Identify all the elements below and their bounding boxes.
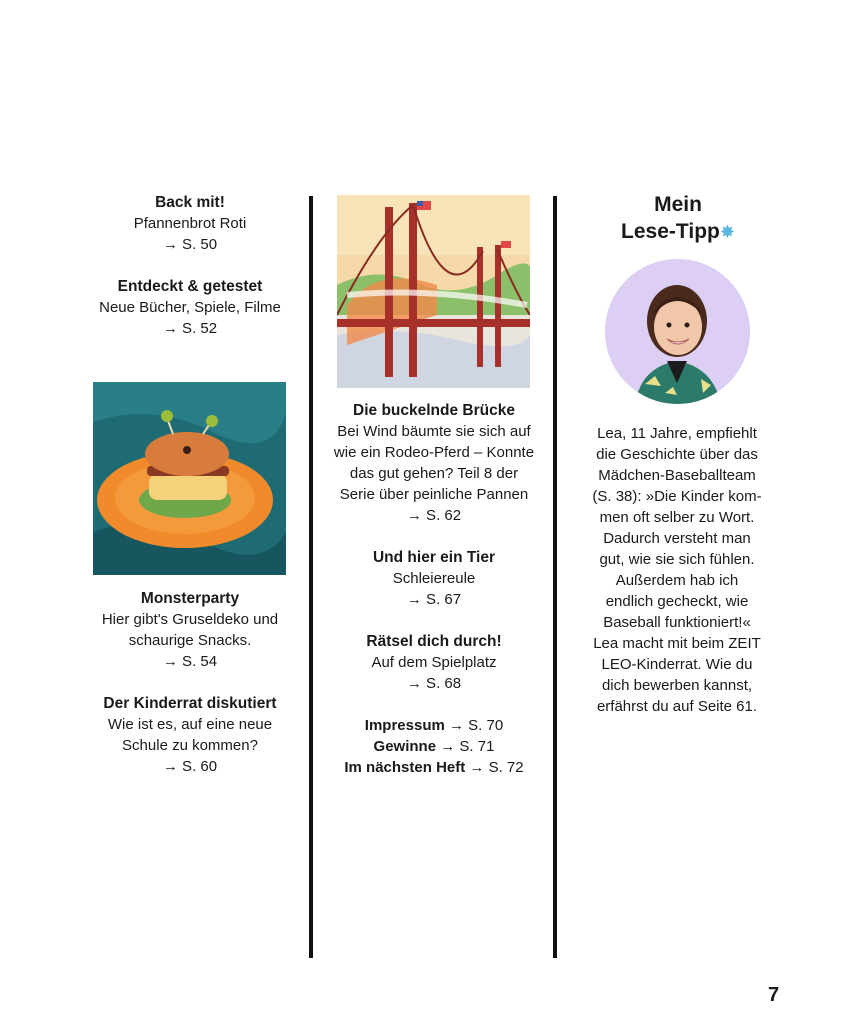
entry-description: Neue Bücher, Spiele, Filme	[99, 299, 281, 316]
entry-naechstes-heft[interactable]	[322, 757, 546, 778]
column-divider	[553, 196, 557, 958]
page-reference: → S. 54	[162, 653, 218, 670]
page-reference: → S. 72	[469, 759, 524, 776]
lese-tipp-heading	[590, 191, 766, 246]
page-reference: → S. 50	[162, 236, 218, 253]
entry-kinderrat[interactable]	[88, 693, 292, 777]
entry-title: Die buckelnde Brücke	[353, 402, 515, 419]
lese-tipp-line: endlich gecheckt, wie	[605, 593, 749, 610]
lese-tipp-line: gut, wie sie sich fühlen.	[599, 551, 755, 568]
avatar	[605, 259, 750, 404]
lese-tipp-title-line2: Lese-Tipp	[621, 220, 720, 243]
entry-title: Monsterparty	[140, 590, 240, 607]
entry-title: Der Kinderrat diskutiert	[103, 695, 277, 712]
entry-title: Rätsel dich durch!	[366, 633, 502, 650]
entry-description-line: Serie über peinliche Pannen	[339, 486, 529, 503]
entry-description-line: wie ein Rodeo-Pferd – Konnte	[333, 444, 535, 461]
entry-raetsel[interactable]	[322, 631, 546, 694]
page-reference: → S. 52	[162, 320, 218, 337]
bridge-illustration	[337, 195, 530, 388]
entry-gewinne[interactable]	[322, 736, 546, 757]
entry-impressum[interactable]	[322, 715, 546, 736]
page-reference: → S. 62	[406, 507, 462, 524]
page-number: 7	[768, 984, 780, 1006]
entry-description-line: Wie ist es, auf eine neue	[107, 716, 273, 733]
entry-description-line: Schule zu kommen?	[122, 737, 258, 754]
entry-tier[interactable]	[322, 547, 546, 610]
entry-description: Schleiereule	[392, 570, 476, 587]
page-reference: → S. 70	[449, 717, 504, 734]
monster-burger-image	[93, 382, 286, 575]
page-reference: → S. 60	[162, 758, 218, 775]
entry-title: Im nächsten Heft	[344, 759, 466, 776]
lese-tipp-line: (S. 38): »Die Kinder kom-	[592, 488, 762, 505]
lese-tipp-line: men oft selber zu Wort.	[599, 509, 755, 526]
page-reference: → S. 71	[440, 738, 495, 755]
entry-title: Gewinne	[373, 738, 437, 755]
lese-tipp-line: dich bewerben kannst,	[601, 677, 753, 694]
entry-description-line: das gut gehen? Teil 8 der	[349, 465, 519, 482]
lese-tipp-line: Außerdem hab ich	[615, 572, 739, 589]
lese-tipp-line: die Geschichte über das	[596, 446, 758, 463]
star-icon: ✸	[719, 222, 735, 242]
entry-title: Entdeckt & getestet	[117, 278, 263, 295]
entry-description: Auf dem Spielplatz	[371, 654, 497, 671]
lese-tipp-line: LEO-Kinderrat. Wie du	[601, 656, 753, 673]
page-reference: → S. 68	[406, 675, 462, 692]
column-left-bottom	[88, 588, 292, 798]
column-divider	[309, 196, 313, 958]
page-reference: → S. 67	[406, 591, 462, 608]
entry-title: Und hier ein Tier	[372, 549, 496, 566]
entry-title: Back mit!	[155, 194, 225, 211]
entry-description: Pfannenbrot Roti	[133, 215, 247, 232]
lese-tipp-text	[578, 423, 776, 717]
lese-tipp-line: Lea, 11 Jahre, empfiehlt	[597, 425, 757, 442]
lese-tipp-line: Mädchen-Baseballteam	[598, 467, 756, 484]
lese-tipp-line: Dadurch versteht man	[603, 530, 751, 547]
column-left-top	[88, 192, 292, 360]
entry-description-line: Bei Wind bäumte sie sich auf	[337, 423, 531, 440]
lese-tipp-line: Baseball funktioniert!«	[603, 614, 751, 631]
lese-tipp-line: erfährst du auf Seite 61.	[596, 698, 758, 715]
entry-entdeckt[interactable]	[88, 276, 292, 339]
entry-bruecke[interactable]	[322, 400, 546, 526]
entry-description-line: Hier gibt's Gruseldeko und	[101, 611, 279, 628]
lese-tipp-title-line1: Mein	[654, 193, 702, 216]
entry-back-mit[interactable]	[88, 192, 292, 255]
lese-tipp-line: Lea macht mit beim ZEIT	[593, 635, 761, 652]
entry-description-line: schaurige Snacks.	[128, 632, 252, 649]
column-middle	[322, 400, 546, 778]
entry-monsterparty[interactable]	[88, 588, 292, 672]
entry-title: Impressum	[364, 717, 445, 734]
